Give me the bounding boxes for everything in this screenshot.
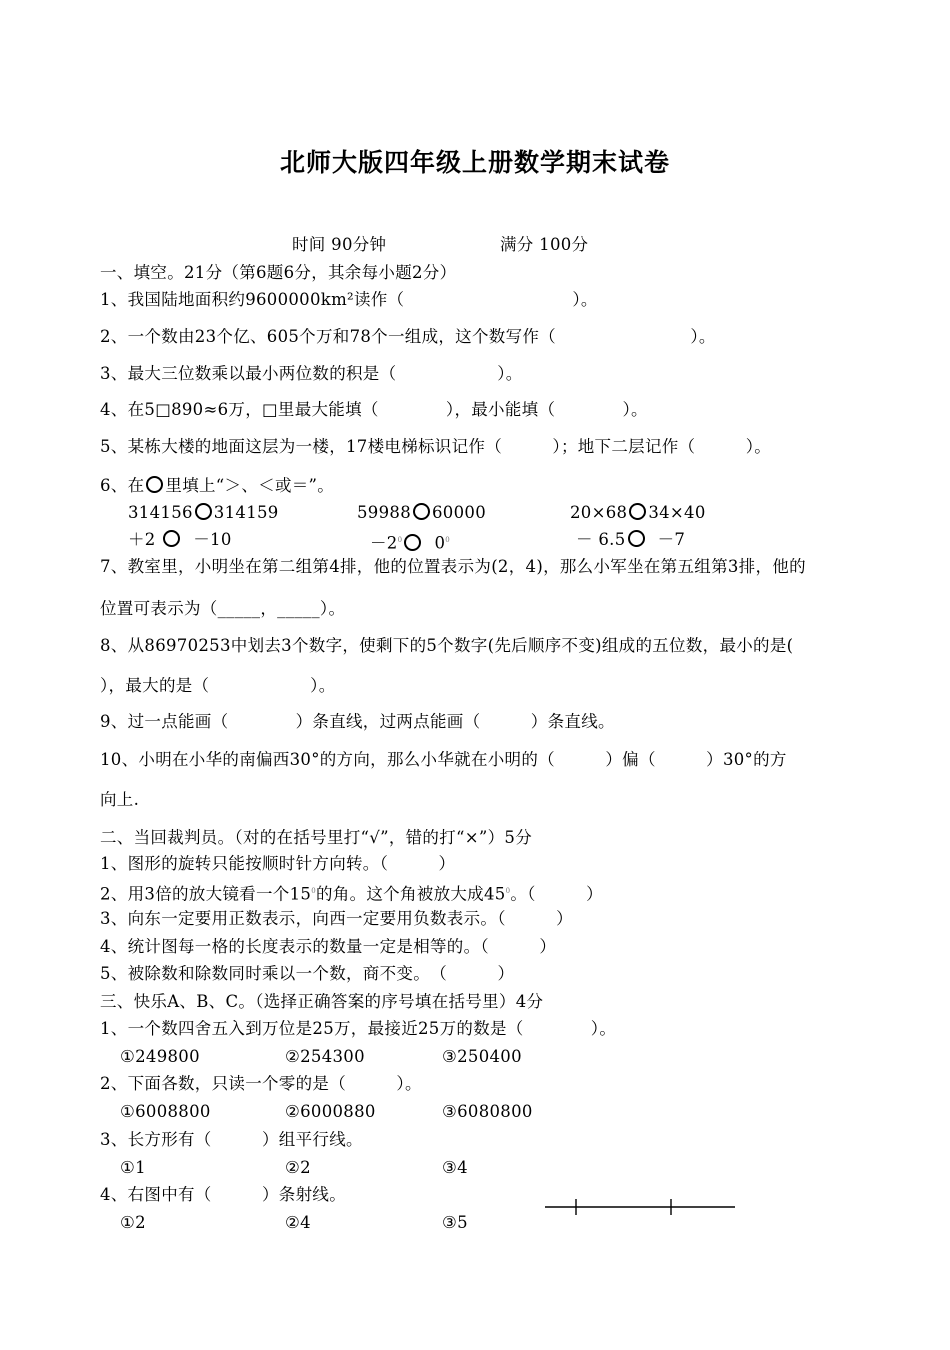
option-3: ③250400 [442,1047,522,1066]
s1-question-8: 8、从86970253中划去3个数字，使剩下的5个数字(先后顺序不变)组成的五位数，最小的是( [100,636,794,655]
q2-text-c: 。（ ） [510,884,603,904]
compare-circle-icon[interactable] [404,534,421,551]
s2-question-5: 5、被除数和除数同时乘以一个数，商不变。 （ ） [100,964,515,983]
compare-right: 60000 [432,503,486,522]
q2-text-b: 的角。这个角被放大成45 [315,884,506,904]
option-2: ②2 [285,1158,311,1177]
option-1: ①6008800 [120,1102,211,1121]
compare-circle-icon [146,476,163,493]
s3-question-1: 1、一个数四舍五入到万位是25万，最接近25万的数是（ ）。 [100,1019,617,1038]
compare-left: 314156 [128,503,193,522]
degree-mark-icon: 0 [445,536,451,544]
s1-question-10-cont: 向上. [100,790,140,809]
s3-question-2: 2、下面各数，只读一个零的是（ ）。 [100,1074,422,1093]
option-1: ①2 [120,1213,146,1232]
compare-item-6 [576,530,685,550]
time-info: 时间 90分钟 [292,235,387,254]
score-info: 满分 100分 [500,235,589,254]
option-2: ②6000880 [285,1102,376,1121]
compare-item-4 [128,530,232,550]
s1-question-1: 1、我国陆地面积约9600000km²读作（ ）。 [100,290,598,309]
section-1-heading: 一、填空。21分（第6题6分，其余每小题2分） [100,263,457,282]
degree-mark-icon: 0 [311,887,316,895]
page-title: 北师大版四年级上册数学期末试卷 [279,148,670,177]
compare-circle-icon[interactable] [163,530,180,547]
s2-question-1: 1、图形的旋转只能按顺时针方向转。（ ） [100,854,456,873]
section-2-heading: 二、当回裁判员。（对的在括号里打“√”，错的打“×”）5分 [100,828,533,847]
ray-diagram [540,1196,740,1218]
s1-question-5: 5、某栋大楼的地面这层为一楼，17楼电梯标识记作（ ）；地下二层记作（ ）。 [100,437,772,456]
section-3-heading: 三、快乐A、B、C。（选择正确答案的序号填在括号里）4分 [100,992,544,1011]
s1-question-7: 7、教室里，小明坐在第二组第4排，他的位置表示为(2，4)，那么小军坐在第五组第3排，他的 [100,557,806,576]
compare-circle-icon[interactable] [195,503,212,520]
option-3: ③6080800 [442,1102,533,1121]
compare-left: ＋2 [128,530,156,549]
compare-item-1 [128,503,279,523]
s3-question-4: 4、右图中有（ ）条射线。 [100,1185,346,1204]
option-2: ②254300 [285,1047,365,1066]
option-3: ③4 [442,1158,468,1177]
s1-question-8-cont: ），最大的是（ ）。 [100,676,336,695]
s2-question-4: 4、统计图每一格的长度表示的数量一定是相等的。（ ） [100,937,557,956]
compare-right: 314159 [213,503,279,522]
compare-right: －10 [193,530,232,549]
s2-question-2 [100,881,603,905]
degree-mark-icon: 0 [397,536,403,544]
compare-circle-icon[interactable] [413,503,430,520]
s1-question-6 [100,476,334,496]
q2-text-a: 2、用3倍的放大镜看一个15 [100,884,312,904]
degree-mark-icon: 0 [505,887,511,895]
option-1: ①249800 [120,1047,200,1066]
compare-left: －2 [370,533,398,553]
compare-right: －7 [657,530,686,549]
q6-text-b: 里填上“＞、＜或＝”。 [165,476,335,495]
s3-question-3: 3、长方形有（ ）组平行线。 [100,1130,363,1149]
compare-item-3 [570,503,706,523]
compare-circle-icon[interactable] [629,503,646,520]
s1-question-4: 4、在5□890≈6万，□里最大能填（ ），最小能填（ ）。 [100,400,648,419]
s1-question-2: 2、一个数由23个亿、605个万和78个一组成，这个数写作（ ）。 [100,327,716,346]
compare-left: － 6.5 [576,530,626,549]
s1-question-10: 10、小明在小华的南偏西30°的方向，那么小华就在小明的（ ）偏（ ）30°的方 [100,750,787,769]
option-1: ①1 [120,1158,146,1177]
compare-circle-icon[interactable] [628,530,645,547]
compare-item-5 [370,530,450,554]
s1-question-9: 9、过一点能画（ ）条直线，过两点能画（ ）条直线。 [100,712,615,731]
s1-question-7-cont: 位置可表示为（_____，_____）。 [100,599,346,618]
option-2: ②4 [285,1213,311,1232]
s2-question-3: 3、向东一定要用正数表示，向西一定要用负数表示。（ ） [100,909,573,928]
compare-right: 0 [434,533,446,553]
compare-left: 59988 [357,503,411,522]
q6-text-a: 6、在 [100,476,145,495]
compare-item-2 [357,503,486,523]
compare-right: 34×40 [648,503,706,522]
compare-left: 20×68 [570,503,628,522]
option-3: ③5 [442,1213,468,1232]
s1-question-3: 3、最大三位数乘以最小两位数的积是（ ）。 [100,364,523,383]
